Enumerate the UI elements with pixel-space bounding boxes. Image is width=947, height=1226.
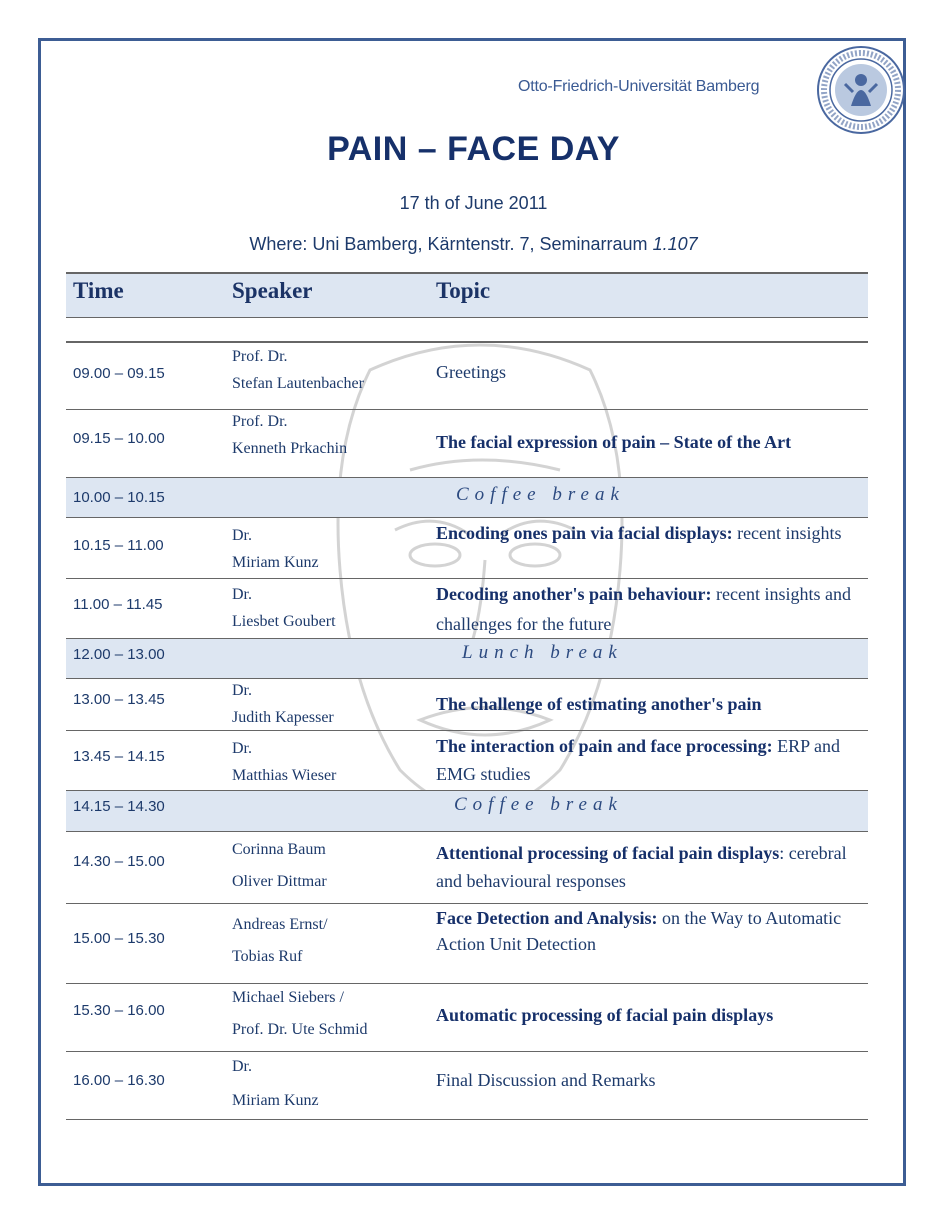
table-row: [66, 904, 868, 984]
row-speaker: [232, 343, 364, 397]
speaker-line: Miriam Kunz: [232, 554, 319, 571]
break-row: [66, 478, 868, 518]
table-row: [66, 342, 868, 410]
row-time: 09.00 – 09.15: [73, 365, 165, 382]
row-speaker: [232, 408, 347, 462]
table-row: [66, 518, 868, 579]
table-row: [66, 679, 868, 731]
speaker-line: Prof. Dr.: [232, 348, 288, 365]
row-topic: [436, 839, 866, 895]
row-time: 11.00 – 11.45: [73, 596, 163, 613]
row-speaker: [232, 677, 334, 731]
speaker-line: Judith Kapesser: [232, 709, 334, 726]
topic-bold: Face Detection and Analysis:: [436, 908, 658, 928]
row-time: 13.00 – 13.45: [73, 691, 165, 708]
row-topic: [436, 905, 866, 957]
row-topic: [436, 519, 866, 547]
table-row: [66, 579, 868, 639]
topic-bold: The interaction of pain and face processing:: [436, 736, 773, 756]
speaker-line: Dr.: [232, 1058, 252, 1075]
university-seal-icon: [815, 44, 907, 136]
speaker-line: Miriam Kunz: [232, 1092, 319, 1109]
row-topic: [436, 358, 866, 386]
table-row: [66, 731, 868, 791]
row-time: 15.30 – 16.00: [73, 1002, 165, 1019]
topic-rest: Greetings: [436, 362, 506, 382]
row-speaker: [232, 581, 336, 635]
topic-bold: Encoding ones pain via facial displays:: [436, 523, 733, 543]
topic-rest: : cerebral and behavioural responses: [436, 843, 847, 891]
table-row: [66, 1052, 868, 1120]
break-row: [66, 791, 868, 832]
table-row: [66, 984, 868, 1052]
break-row: [66, 639, 868, 679]
topic-rest: ERP and EMG studies: [436, 736, 841, 784]
row-speaker: [232, 522, 319, 576]
speaker-line: Stefan Lautenbacher: [232, 375, 364, 392]
row-speaker: [232, 1050, 319, 1118]
speaker-line: Corinna Baum: [232, 841, 326, 858]
row-topic: [436, 1066, 866, 1094]
topic-rest: on the Way to Automatic Action Unit Detection: [436, 908, 842, 954]
row-topic: [436, 732, 866, 788]
speaker-line: Tobias Ruf: [232, 948, 303, 965]
row-time: 10.00 – 10.15: [73, 489, 165, 506]
header-time: Time: [73, 278, 124, 303]
speaker-line: Kenneth Prkachin: [232, 440, 348, 457]
row-time: 14.15 – 14.30: [73, 798, 165, 815]
room-number: 1.107: [652, 234, 698, 254]
header-topic: Topic: [436, 278, 491, 303]
row-time: 10.15 – 11.00: [73, 537, 164, 554]
row-time: 14.30 – 15.00: [73, 853, 165, 870]
speaker-line: Oliver Dittmar: [232, 873, 327, 890]
event-date: 17 th of June 2011: [399, 193, 548, 213]
speaker-line: Andreas Ernst/: [232, 916, 328, 933]
row-time: 09.15 – 10.00: [73, 430, 165, 447]
break-label: Coffee break: [454, 794, 623, 815]
topic-bold: Automatic processing of facial pain displays: [436, 1005, 774, 1025]
row-topic: [436, 579, 866, 639]
row-topic: [436, 1001, 866, 1029]
row-speaker: [232, 909, 328, 973]
break-label: Lunch break: [462, 642, 623, 663]
break-label: Coffee break: [456, 484, 625, 505]
table-spacer: [66, 318, 868, 342]
row-speaker: [232, 834, 327, 898]
table-header: [66, 272, 868, 318]
topic-rest: Final Discussion and Remarks: [436, 1070, 656, 1090]
speaker-line: Dr.: [232, 586, 252, 603]
university-name: Otto-Friedrich-Universität Bamberg: [518, 78, 760, 95]
topic-bold: The challenge of estimating another's pain: [436, 694, 762, 714]
topic-rest: recent insights: [732, 523, 842, 543]
speaker-line: Prof. Dr. Ute Schmid: [232, 1021, 368, 1038]
speaker-line: Dr.: [232, 527, 252, 544]
row-time: 15.00 – 15.30: [73, 930, 165, 947]
topic-bold: Decoding another's pain behaviour:: [436, 584, 712, 604]
topic-bold: Attentional processing of facial pain displays: [436, 843, 780, 863]
speaker-line: Prof. Dr.: [232, 413, 288, 430]
row-speaker: [232, 982, 368, 1046]
row-time: 13.45 – 14.15: [73, 748, 165, 765]
header-speaker: Speaker: [232, 278, 313, 303]
table-row: [66, 832, 868, 904]
speaker-line: Michael Siebers /: [232, 989, 344, 1006]
speaker-line: Dr.: [232, 740, 252, 757]
row-topic: [436, 690, 866, 718]
row-time: 12.00 – 13.00: [73, 646, 165, 663]
topic-rest: recent insights and challenges for the future: [436, 584, 851, 634]
row-time: 16.00 – 16.30: [73, 1072, 165, 1089]
location-text: Where: Uni Bamberg, Kärntenstr. 7, Seminarraum: [249, 234, 653, 254]
speaker-line: Liesbet Goubert: [232, 613, 336, 630]
event-location: [0, 234, 947, 255]
table-row: [66, 410, 868, 478]
event-title: PAIN – FACE DAY: [327, 130, 620, 168]
row-speaker: [232, 735, 336, 789]
speaker-line: Matthias Wieser: [232, 767, 337, 784]
topic-bold: The facial expression of pain – State of the Art: [436, 432, 792, 452]
speaker-line: Dr.: [232, 682, 252, 699]
row-topic: [436, 428, 866, 456]
